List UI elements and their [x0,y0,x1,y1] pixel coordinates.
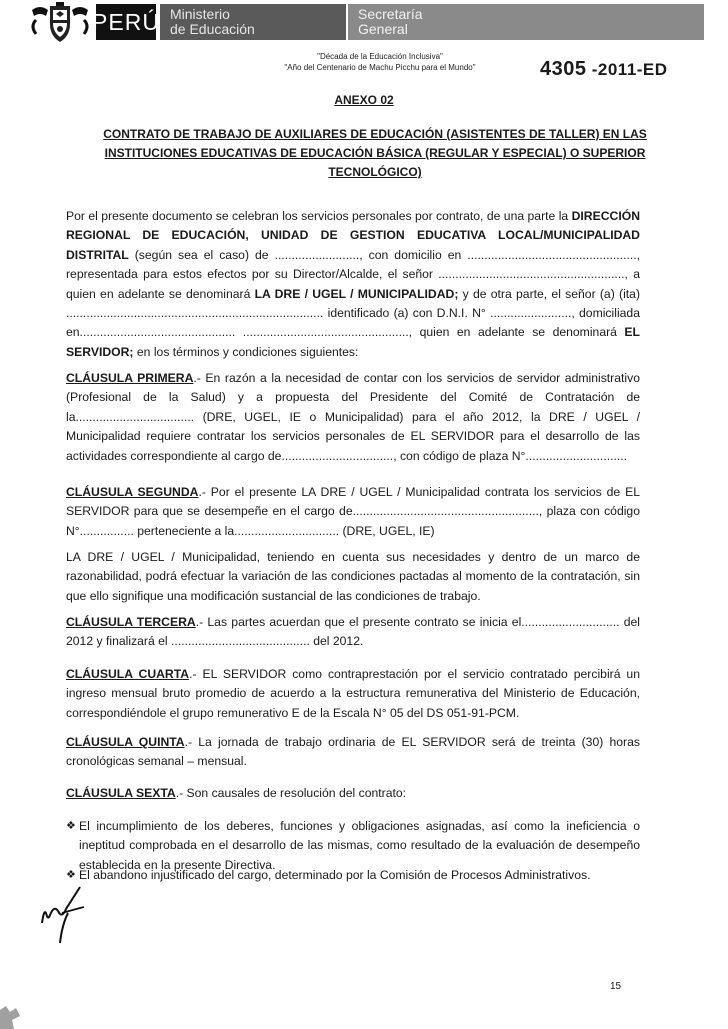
clause-fifth [66,733,640,772]
office-line-1: Secretaría [358,6,423,22]
page-number: 15 [610,981,622,992]
intro-bold-1: DIRECCIÓN REGIONAL DE EDUCACIÓN, UNIDAD DE GESTION EDUCATIVA LOCAL/MUNICIPALIDAD DISTRITAL [66,209,640,262]
clause-second-continued [66,548,640,606]
clause-text: .- Las partes acuerdan que el presente contrato se inicia el............................. del 2012 y finalizará el ......................................... del 2012. [66,615,640,649]
office-line-2: General [358,21,408,37]
document-number [540,58,668,81]
coat-of-arms-icon [26,2,94,44]
clause-heading: CLÁUSULA CUARTA [66,667,190,681]
office-label [348,4,704,40]
clause-third [66,613,640,652]
clause-text: .- Por el presente LA DRE / UGEL / Municipalidad contrata los servicios de EL SERVIDOR para que se desempeñe en el cargo de......................................................., plaza con código N°................ perteneciente a la............................... (DRE, UGEL, IE) [66,485,640,538]
clause-heading: CLÁUSULA QUINTA [66,735,185,749]
motto-decade: "Década de la Educación Inclusiva" [317,52,443,61]
intro-text-1: Por el presente documento se celebran los servicios personales por contrato, de una parte la [66,209,572,223]
clause-text: .- En razón a la necesidad de contar con los servicios de servidor administrativo (Profesional de la Salud) y a propuesta del Presidente del Comité de Contratación de la................................... (DRE, UGEL, IE o Municipalidad) para el año 2012, la DRE / UGEL / Municipalidad requiere contratar los servicios personales de EL SERVIDOR para el desarrollo de las actividades correspondiente al cargo de................................., con código de plaza N°.............................. [66,371,640,463]
intro-bold-3: EL SERVIDOR; [66,325,640,359]
header-banner [12,2,704,44]
clause-heading: CLÁUSULA SEGUNDA [66,485,199,499]
country-label: PERÚ [96,4,156,40]
clause-text: .- Son causales de resolución del contrato: [175,786,407,800]
ministry-line-1: Ministerio [170,6,230,22]
clause-text: .- La jornada de trabajo ordinaria de EL SERVIDOR será de treinta (30) horas cronológicas semanal – mensual. [66,735,640,769]
list-item-text: El abandono injustificado del cargo, determinado por la Comisión de Procesos Administrativos. [79,868,591,882]
annex-heading: ANEXO 02 [334,93,394,107]
ministry-line-2: de Educación [170,21,255,37]
clause-heading: CLÁUSULA SEXTA [66,786,176,800]
intro-paragraph [66,207,640,362]
document-number-suffix: -2011-ED [591,60,668,79]
scan-artifact [0,1000,24,1029]
bullet-diamond-icon: ❖ [66,869,76,881]
clause-heading: CLÁUSULA TERCERA [66,615,196,629]
clause-second [66,483,640,541]
document-number-value: 4305 [540,58,587,80]
list-item-text: El incumplimiento de los deberes, funciones y obligaciones asignadas, así como la ineficiencia o ineptitud comprobada en el desarrollo de las mismas, como resultado de la evaluación de desempeño establecida en la presente Directiva. [79,819,640,872]
clause-fourth [66,665,640,723]
clause-first [66,369,640,466]
motto-year: "Año del Centenario de Machu Picchu para el Mundo" [284,63,476,72]
handwritten-initials [36,883,92,945]
clause-text: .- EL SERVIDOR como contraprestación por el servicio contratado percibirá un ingreso mensual bruto promedio de acuerdo a la estructura remunerativa del Ministerio de Educación, correspondiéndole el grupo remunerativo E de la Escala N° 05 del DS 051-91-PCM. [66,667,640,720]
intro-text-4: en los términos y condiciones siguientes: [133,344,359,359]
contract-title: CONTRATO DE TRABAJO DE AUXILIARES DE EDUCACIÓN (ASISTENTES DE TALLER) EN LAS INSTITUCIONES EDUCATIVAS DE EDUCACIÓN BÁSICA (REGULAR Y ESPECIAL) O SUPERIOR TECNOLÓGICO) [103,127,647,179]
clause-heading: CLÁUSULA PRIMERA [66,371,194,385]
clause-sixth [66,784,640,803]
clause-text: LA DRE / UGEL / Municipalidad, teniendo en cuenta sus necesidades y dentro de un marco de razonabilidad, podrá efectuar la variación de las condiciones pactadas al momento de la contratación, sin que ello signifique una modificación sustancial de las condiciones de trabajo. [66,550,640,603]
list-item [66,866,640,885]
ministry-label [160,4,346,40]
intro-bold-2: LA DRE / UGEL / MUNICIPALIDAD; [254,286,459,301]
bullet-diamond-icon: ❖ [66,820,76,832]
intro-text-2: (según sea el caso) de ........................., con domicilio en .................................................., representada para estos efectos por su Director/Alcalde, el señor ......................................................., a quien en adelante se denominará [66,247,640,301]
intro-text-3: y de otra parte, el señor (a) (ita) ............................................................................ identificado (a) con D.N.I. N° ........................, domiciliada en.............................................. ................................................., quien en adelante se denominará [66,286,640,340]
